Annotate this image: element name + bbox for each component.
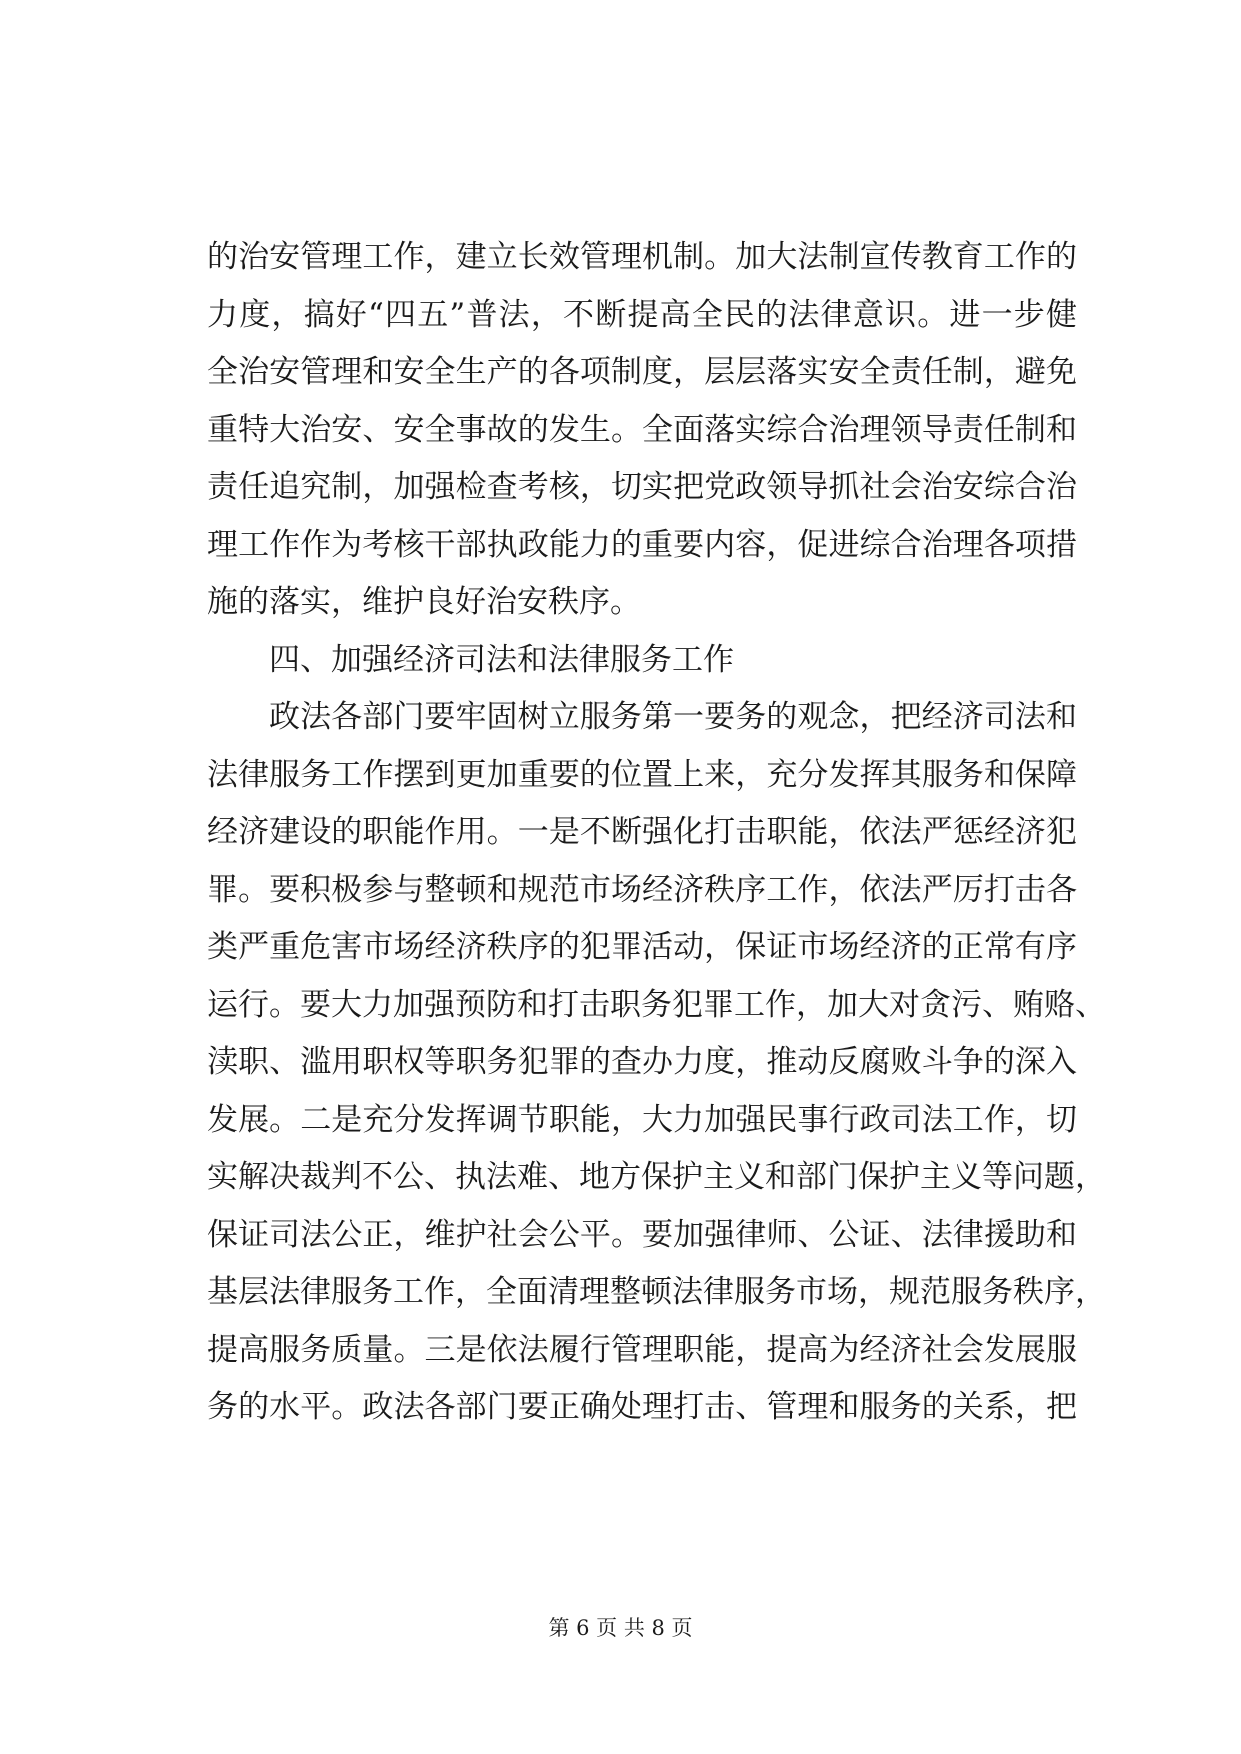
body-text-line: 全治安管理和安全生产的各项制度，层层落实安全责任制，避免	[207, 354, 1077, 390]
body-text-line: 运行。要大力加强预防和打击职务犯罪工作，加大对贪污、贿赂、	[207, 987, 1106, 1023]
body-text-line: 类严重危害市场经济秩序的犯罪活动，保证市场经济的正常有序	[207, 929, 1077, 965]
body-text-line: 重特大治安、安全事故的发生。全面落实综合治理领导责任制和	[207, 412, 1077, 448]
body-text-line: 基层法律服务工作，全面清理整顿法律服务市场，规范服务秩序，	[207, 1274, 1106, 1310]
body-text-line: 保证司法公正，维护社会公平。要加强律师、公证、法律援助和	[207, 1217, 1077, 1253]
body-text-line: 的治安管理工作，建立长效管理机制。加大法制宣传教育工作的	[207, 239, 1077, 275]
page-footer: 第 6 页 共 8 页	[548, 1616, 693, 1640]
body-text-line: 法律服务工作摆到更加重要的位置上来，充分发挥其服务和保障	[207, 757, 1077, 793]
body-text-line: 渎职、滥用职权等职务犯罪的查办力度，推动反腐败斗争的深入	[207, 1044, 1077, 1080]
body-text-line: 经济建设的职能作用。一是不断强化打击职能，依法严惩经济犯	[207, 814, 1077, 850]
body-text-line: 实解决裁判不公、执法难、地方保护主义和部门保护主义等问题，	[207, 1159, 1106, 1195]
body-text-line: 责任追究制，加强检查考核，切实把党政领导抓社会治安综合治	[207, 469, 1077, 505]
body-text-line: 务的水平。政法各部门要正确处理打击、管理和服务的关系，把	[207, 1389, 1077, 1425]
body-text-line: 发展。二是充分发挥调节职能，大力加强民事行政司法工作，切	[207, 1102, 1077, 1138]
body-text-line: 施的落实，维护良好治安秩序。	[207, 584, 641, 620]
body-text-line: 提高服务质量。三是依法履行管理职能，提高为经济社会发展服	[207, 1332, 1077, 1368]
body-text-line: 政法各部门要牢固树立服务第一要务的观念，把经济司法和	[269, 699, 1077, 735]
section-heading: 四、加强经济司法和法律服务工作	[269, 642, 734, 678]
body-text-line: 理工作作为考核干部执政能力的重要内容，促进综合治理各项措	[207, 527, 1077, 563]
body-text-line: 罪。要积极参与整顿和规范市场经济秩序工作，依法严厉打击各	[207, 872, 1077, 908]
body-text-line: 力度，搞好“四五”普法，不断提高全民的法律意识。进一步健	[207, 297, 1077, 333]
